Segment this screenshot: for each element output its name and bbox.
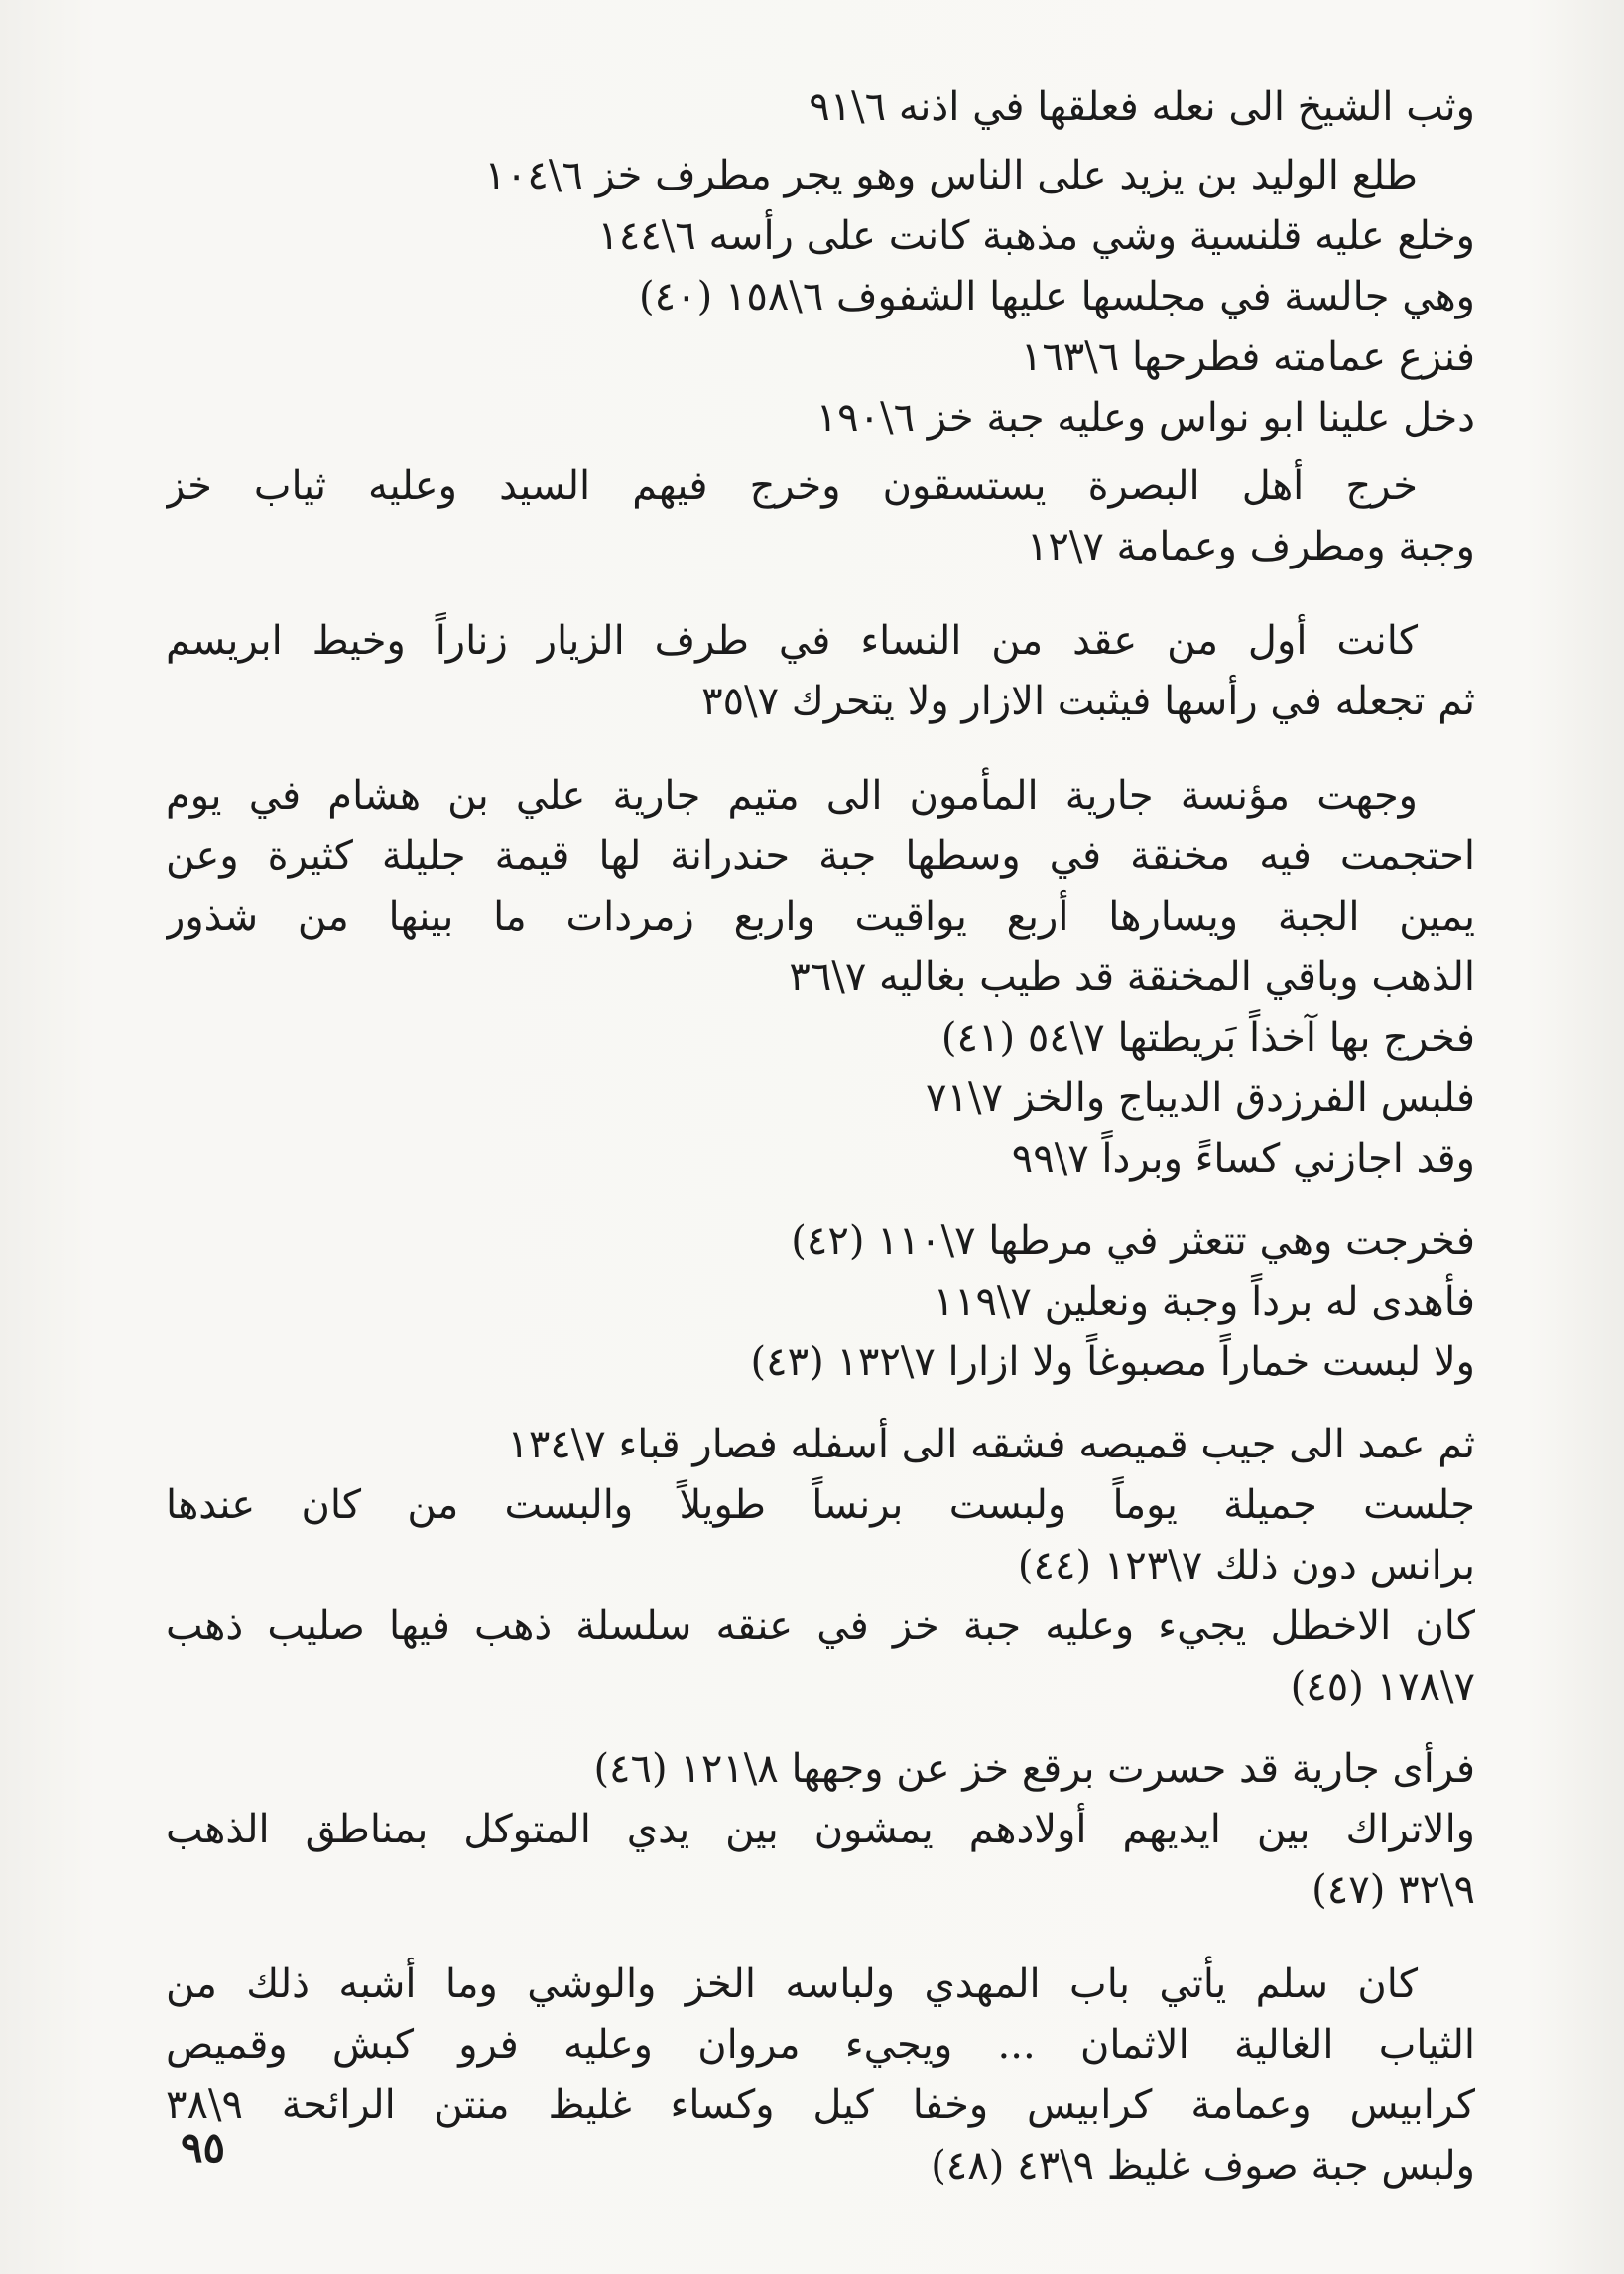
page-number: ٩٥ (181, 2123, 226, 2172)
page-text (166, 77, 1475, 2197)
text-line: والاتراك بين ايديهم أولادهم يمشون بين يدي المتوكل بمناطق الذهب (166, 1807, 1475, 1852)
text-line: كانت أول من عقد من النساء في طرف الزيار زناراً وخيط ابريسم (166, 618, 1418, 664)
text-line: وهي جالسة في مجلسها عليها الشفوف ٦\١٥٨ (٤٠) (638, 274, 1475, 319)
text-line: ٧\١٧٨ (٤٥) (1290, 1664, 1475, 1709)
text-line: فلبس الفرزدق الديباج والخز ٧\٧١ (925, 1075, 1475, 1121)
text-line: كان الاخطل يجيء وعليه جبة خز في عنقه سلسلة ذهب فيها صليب ذهب (166, 1603, 1475, 1649)
text-line: خرج أهل البصرة يستسقون وخرج فيهم السيد وعليه ثياب خز (166, 463, 1419, 509)
text-line: احتجمت فيه مخنقة في وسطها جبة حندرانة لها قيمة جليلة كثيرة وعن (166, 833, 1475, 879)
text-line: الذهب وباقي المخنقة قد طيب بغاليه ٧\٣٦ (789, 954, 1475, 1000)
text-line: ولا لبست خماراً مصبوغاً ولا ازارا ٧\١٣٢ (٤٣) (750, 1339, 1475, 1385)
text-line: فأهدى له برداً وجبة ونعلين ٧\١١٩ (933, 1279, 1475, 1325)
text-line: طلع الوليد بن يزيد على الناس وهو يجر مطرف خز ٦\١٠٤ (484, 153, 1418, 198)
text-line: جلست جميلة يوماً ولبست برنساً طويلاً والبست من كان عندها (166, 1482, 1475, 1528)
text-line: كان سلم يأتي باب المهدي ولباسه الخز والوشي وما أشبه ذلك من (166, 1961, 1418, 2007)
text-line: وجهت مؤنسة جارية المأمون الى متيم جارية علي بن هشام في يوم (166, 773, 1418, 819)
text-line: وقد اجازني كساءً وبرداً ٧\٩٩ (1011, 1136, 1475, 1182)
text-line: ثم عمد الى جيب قميصه فشقه الى أسفله فصار قباء ٧\١٣٤ (507, 1422, 1475, 1467)
text-line: الثياب الغالية الاثمان ... ويجيء مروان وعليه فرو كبش وقميص (166, 2022, 1475, 2068)
text-line: فخرجت وهي تتعثر في مرطها ٧\١١٠ (٤٢) (791, 1218, 1475, 1264)
text-line: دخل علينا ابو نواس وعليه جبة خز ٦\١٩٠ (815, 395, 1475, 441)
text-line: فنزع عمامته فطرحها ٦\١٦٣ (1020, 334, 1475, 380)
text-line: يمين الجبة ويسارها أربع يواقيت واربع زمردات ما بينها من شذور (166, 894, 1475, 940)
text-line: ولبس جبة صوف غليظ ٩\٤٣ (٤٨) (931, 2143, 1475, 2189)
text-line: ٩\٣٢ (٤٧) (1312, 1867, 1475, 1913)
text-line: وخلع عليه قلنسية وشي مذهبة كانت على رأسه ٦\١٤٤ (597, 213, 1475, 259)
text-line: كرابيس وعمامة كرابيس وخفا كيل وكساء غليظ منتن الرائحة ٩\٣٨ (166, 2083, 1475, 2128)
text-line: برانس دون ذلك ٧\١٢٣ (٤٤) (1017, 1543, 1475, 1588)
text-line: ثم تجعله في رأسها فيثبت الازار ولا يتحرك ٧\٣٥ (701, 679, 1475, 724)
text-line: وثب الشيخ الى نعله فعلقها في اذنه ٦\٩١ (809, 84, 1475, 130)
text-line: فرأى جارية قد حسرت برقع خز عن وجهها ٨\١٢١ (٤٦) (593, 1746, 1475, 1792)
text-line: وجبة ومطرف وعمامة ٧\١٢ (1026, 524, 1475, 569)
text-line: فخرج بها آخذاً بَريطتها ٧\٥٤ (٤١) (940, 1015, 1475, 1061)
